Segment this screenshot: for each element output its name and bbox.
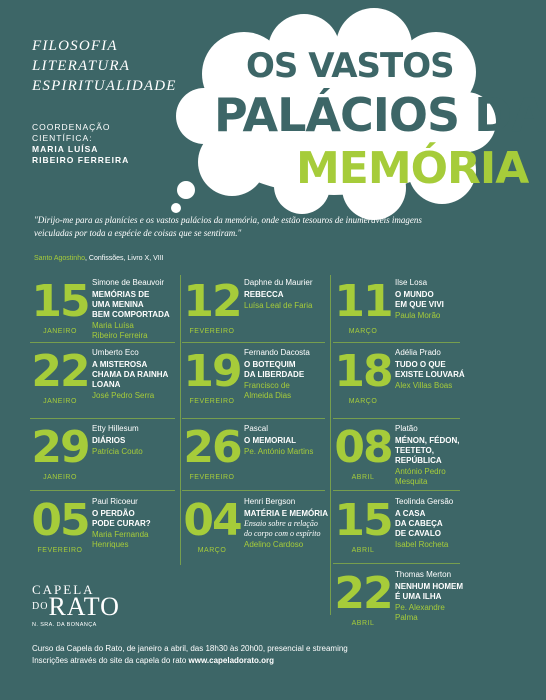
- event-day: 19: [183, 346, 241, 397]
- title-line-3: MEMÓRIA: [296, 143, 529, 194]
- event-day: 15: [334, 495, 392, 546]
- event-day: 15: [31, 276, 89, 327]
- row-divider: [333, 563, 460, 564]
- quote-attribution: [34, 255, 164, 262]
- logo-prefix: DO: [32, 601, 49, 612]
- event-month: MARÇO: [197, 547, 227, 554]
- footer-registration: [32, 655, 472, 666]
- event-speaker: [395, 311, 503, 321]
- event-month: JANEIRO: [43, 474, 77, 481]
- event-subtitle-line: Ensaio sobre a relação: [244, 519, 318, 528]
- event-speaker-line: Adelino Cardoso: [244, 540, 304, 549]
- event-speaker: [395, 381, 503, 391]
- event-month: JANEIRO: [43, 398, 77, 405]
- subject-philosophy: FILOSOFIA: [32, 38, 118, 54]
- event-speaker-line: Henriques: [92, 540, 129, 549]
- event-title-line: DE CAVALO: [395, 529, 441, 538]
- event-title-line: MÉNON, FÉDON,: [395, 436, 460, 445]
- event-title: [395, 436, 503, 466]
- event-speaker-line: Maria Luísa: [92, 321, 134, 330]
- event-speaker: [395, 603, 503, 623]
- row-divider: [182, 342, 325, 343]
- event-details: [395, 424, 503, 487]
- event-title-line: REPÚBLICA: [395, 456, 442, 465]
- event-speaker-line: Luísa Leal de Faria: [244, 301, 313, 310]
- row-divider: [30, 418, 175, 419]
- event-subtitle-line: do corpo com o espírito: [244, 529, 321, 538]
- event-speaker-line: Patrícia Couto: [92, 447, 143, 456]
- subject-literature: LITERATURA: [32, 58, 131, 74]
- event-title-line: MATÉRIA E MEMÓRIA: [244, 509, 328, 518]
- event-month: FEVEREIRO: [189, 474, 235, 481]
- row-divider: [30, 490, 175, 491]
- event-details: [395, 278, 503, 321]
- event-title-line: O BOTEQUIM: [244, 360, 296, 369]
- event-title-line: TEETETO,: [395, 446, 434, 455]
- event-speaker-line: José Pedro Serra: [92, 391, 155, 400]
- event-author: Pascal: [244, 424, 269, 433]
- event-title-line: O MEMORIAL: [244, 436, 296, 445]
- event-author: Platão: [395, 424, 418, 433]
- footer-schedule: Curso da Capela do Rato, de janeiro a abril, das 18h30 às 20h00, presencial e streaming: [32, 644, 348, 653]
- row-divider: [333, 418, 460, 419]
- row-divider: [333, 342, 460, 343]
- coordinator-name: MARIA LUÍSA: [32, 144, 99, 154]
- event-title-line: PODE CURAR?: [92, 519, 151, 528]
- event-month: FEVEREIRO: [37, 547, 83, 554]
- event-month: ABRIL: [351, 547, 375, 554]
- event-day: 22: [334, 568, 392, 619]
- event-author: Ilse Losa: [395, 278, 428, 287]
- title-line-2: PALÁCIOS DA: [214, 88, 546, 142]
- quote-text: "Dirijo-me para as planícies e os vastos palácios da memória, onde estão tesouros de inumeráveis imagens veiculadas por toda a espécie de coisas que se sentiram.": [34, 215, 422, 238]
- event-speaker-line: Almeida Dias: [244, 391, 292, 400]
- event-month: MARÇO: [348, 328, 378, 335]
- event-author: Fernando Dacosta: [244, 348, 310, 357]
- row-divider: [30, 342, 175, 343]
- event-month: MARÇO: [348, 398, 378, 405]
- event-day: 05: [31, 495, 89, 546]
- event-day: 26: [183, 422, 241, 473]
- subject-spirituality: ESPIRITUALIDADE: [32, 78, 177, 94]
- event-speaker: [395, 467, 503, 487]
- event-title-line: EM QUE VIVI: [395, 300, 444, 309]
- coordination-label: COORDENAÇÃO: [32, 122, 111, 132]
- event-title-line: REBECCA: [244, 290, 284, 299]
- event-title-line: TUDO O QUE: [395, 360, 446, 369]
- event-speaker-line: António Pedro: [395, 467, 446, 476]
- event-author: Umberto Eco: [92, 348, 139, 357]
- event-title-line: EXISTE LOUVARÁ: [395, 370, 465, 379]
- event-day: 04: [183, 495, 241, 546]
- row-divider: [333, 490, 460, 491]
- coordination-label-2: CIENTÍFICA:: [32, 133, 93, 143]
- event-speaker-line: Isabel Rocheta: [395, 540, 449, 549]
- event-day: 18: [334, 346, 392, 397]
- coordination-block: [32, 122, 129, 166]
- event-day: 29: [31, 422, 89, 473]
- event-details: [395, 348, 503, 391]
- event-author: Simone de Beauvoir: [92, 278, 165, 287]
- event-title-line: O MUNDO: [395, 290, 434, 299]
- event-title-line: É UMA ILHA: [395, 592, 442, 601]
- logo-rato-text: RATO: [48, 592, 120, 621]
- event-speaker-line: Mesquita: [395, 477, 428, 486]
- event-title: [395, 509, 503, 539]
- event-day: 12: [183, 276, 241, 327]
- event-title-line: A CASA: [395, 509, 426, 518]
- event-author: Paul Ricoeur: [92, 497, 138, 506]
- event-title-line: MEMÓRIAS DE: [92, 290, 150, 299]
- footer-registration-text: Inscrições através do site da capela do rato: [32, 656, 189, 665]
- footer-website-link[interactable]: www.capeladorato.org: [188, 656, 275, 665]
- event-day: 22: [31, 346, 89, 397]
- event-title-line: DIÁRIOS: [92, 436, 126, 445]
- event-day: 08: [334, 422, 392, 473]
- event-speaker-line: Paula Morão: [395, 311, 441, 320]
- event-month: ABRIL: [351, 474, 375, 481]
- coordinator-surname: RIBEIRO FERREIRA: [32, 155, 130, 165]
- row-divider: [182, 490, 325, 491]
- event-author: Etty Hillesum: [92, 424, 139, 433]
- event-month: FEVEREIRO: [189, 328, 235, 335]
- event-month: ABRIL: [351, 620, 375, 627]
- event-author: Daphne du Maurier: [244, 278, 313, 287]
- event-author: Adélia Prado: [395, 348, 441, 357]
- event-title-line: LOANA: [92, 380, 121, 389]
- quote-source: , Confissões, Livro X, VIII: [85, 255, 164, 262]
- event-title-line: UMA MENINA: [92, 300, 144, 309]
- event-speaker-line: Pe. António Martins: [244, 447, 314, 456]
- event-title-line: O PERDÃO: [92, 509, 135, 518]
- event-title: [395, 290, 503, 310]
- event-day: 11: [334, 276, 392, 327]
- logo-subtitle: N. SRA. DA BONANÇA: [32, 622, 97, 628]
- event-title-line: A MISTEROSA: [92, 360, 148, 369]
- event-title-line: NENHUM HOMEM: [395, 582, 463, 591]
- event-title-line: DA LIBERDADE: [244, 370, 305, 379]
- title-line-1: OS VASTOS: [246, 46, 454, 86]
- event-speaker-line: Francisco de: [244, 381, 290, 390]
- row-divider: [182, 418, 325, 419]
- event-author: Teolinda Gersão: [395, 497, 454, 506]
- event-speaker: [395, 540, 503, 550]
- event-title-line: DA CABEÇA: [395, 519, 443, 528]
- event-author: Thomas Merton: [395, 570, 452, 579]
- event-details: [395, 570, 503, 623]
- event-month: FEVEREIRO: [189, 398, 235, 405]
- event-speaker-line: Ribeiro Ferreira: [92, 331, 148, 340]
- event-author: Henri Bergson: [244, 497, 296, 506]
- event-speaker-line: Maria Fernanda: [92, 530, 149, 539]
- subjects-list: [32, 36, 177, 96]
- event-speaker-line: Palma: [395, 613, 418, 622]
- event-title: [395, 582, 503, 602]
- event-month: JANEIRO: [43, 328, 77, 335]
- event-details: [395, 497, 503, 550]
- event-speaker-line: Alex Villas Boas: [395, 381, 453, 390]
- logo-capela: CAPELA: [32, 582, 95, 597]
- event-title-line: BEM COMPORTADA: [92, 310, 170, 319]
- event-title: [395, 360, 503, 380]
- logo-rato: [32, 594, 120, 620]
- event-speaker-line: Pe. Alexandre: [395, 603, 445, 612]
- quote-author: Santo Agostinho: [34, 255, 85, 262]
- event-title-line: CHAMA DA RAINHA: [92, 370, 169, 379]
